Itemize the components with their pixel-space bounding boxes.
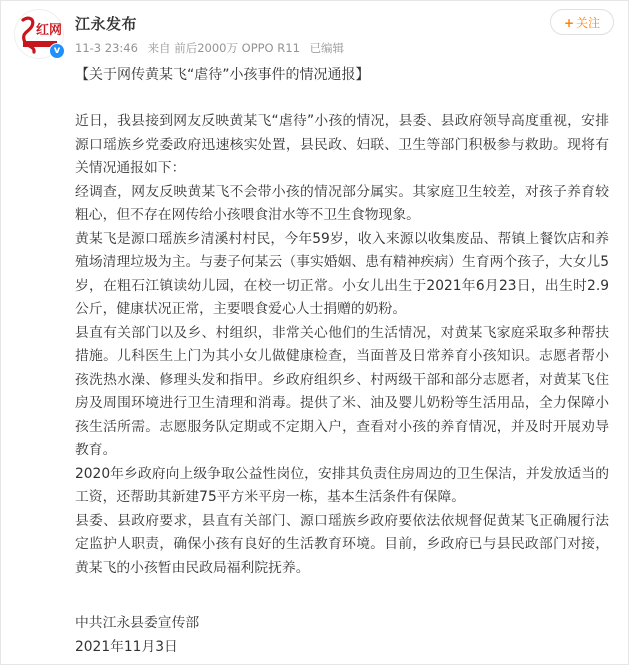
svg-text:红网: 红网 [36,23,63,38]
edited-label[interactable]: 已编辑 [309,41,345,55]
post-paragraph: 黄某飞是源口瑶族乡清溪村村民，今年59岁，收入来源以收集废品、帮镇上餐饮店和养殖场清理垃圾为主。与妻子何某云（事实婚姻、患有精神疾病）生育两个孩子，大女儿5岁，在粗石江镇读幼儿园，在校一切正常。小女儿出生于2021年6月23日，出生时2.9公斤，健康状况正常，主要喂食爱心人士捐赠的奶粉。 [75,230,609,317]
post-source: 来自 前后2000万 OPPO R11 [147,41,300,55]
signature-date: 2021年11月3日 [75,638,178,655]
follow-button[interactable] [550,9,614,35]
follow-label: 关注 [576,16,601,30]
post-paragraph: 近日，我县接到网友反映黄某飞“虐待”小孩的情况，县委、县政府领导高度重视，安排源口瑶族乡党委政府迅速核实处置，县民政、妇联、卫生等部门积极参与救助。现将有关情况通报如下： [75,113,609,176]
plus-icon: + [563,16,575,30]
post-paragraph: 县直有关部门以及乡、村组织，非常关心他们的生活情况，对黄某飞家庭采取多种帮扶措施。儿科医生上门为其小女儿做健康检查，当面普及日常养育小孩知识。志愿者帮小孩洗热水澡、修理头发和指甲。乡政府组织乡、村两级干部和部分志愿者，对黄某飞住房及周围环境进行卫生清理和消毒。提供了米、油及婴儿奶粉等生活用品，全力保障小孩生活所需。志愿服务队定期或不定期入户，查看对小孩的养育情况，并及时开展劝导教育。 [75,324,609,458]
post-paragraph: 2020年乡政府向上级争取公益性岗位，安排其负责住房周边的卫生保洁，并发放适当的工资，还帮助其新建75平方米平房一栋，基本生活条件有保障。 [75,465,609,505]
post-body [75,110,609,580]
signature-org: 中共江永县委宣传部 [75,615,200,631]
post-paragraph: 经调查，网友反映黄某飞不会带小孩的情况部分属实。其家庭卫生较差，对孩子养育较粗心，但不存在网传给小孩喂食泔水等不卫生食物现象。 [75,183,609,223]
post-paragraph: 县委、县政府要求，县直有关部门、源口瑶族乡政府要依法依规督促黄某飞正确履行法定监护人职责，确保小孩有良好的生活教育环境。目前，乡政府已与县民政部门对接，黄某飞的小孩暂由民政局福利院抚养。 [75,512,609,576]
user-name[interactable]: 江永发布 [75,15,138,33]
post-signature [75,612,199,659]
post-meta [75,40,350,56]
post-time[interactable]: 11-3 23:46 [75,41,138,55]
verified-badge-icon: v [49,43,65,59]
post-title: 【关于网传黄某飞“虐待”小孩事件的情况通报】 [75,67,370,83]
